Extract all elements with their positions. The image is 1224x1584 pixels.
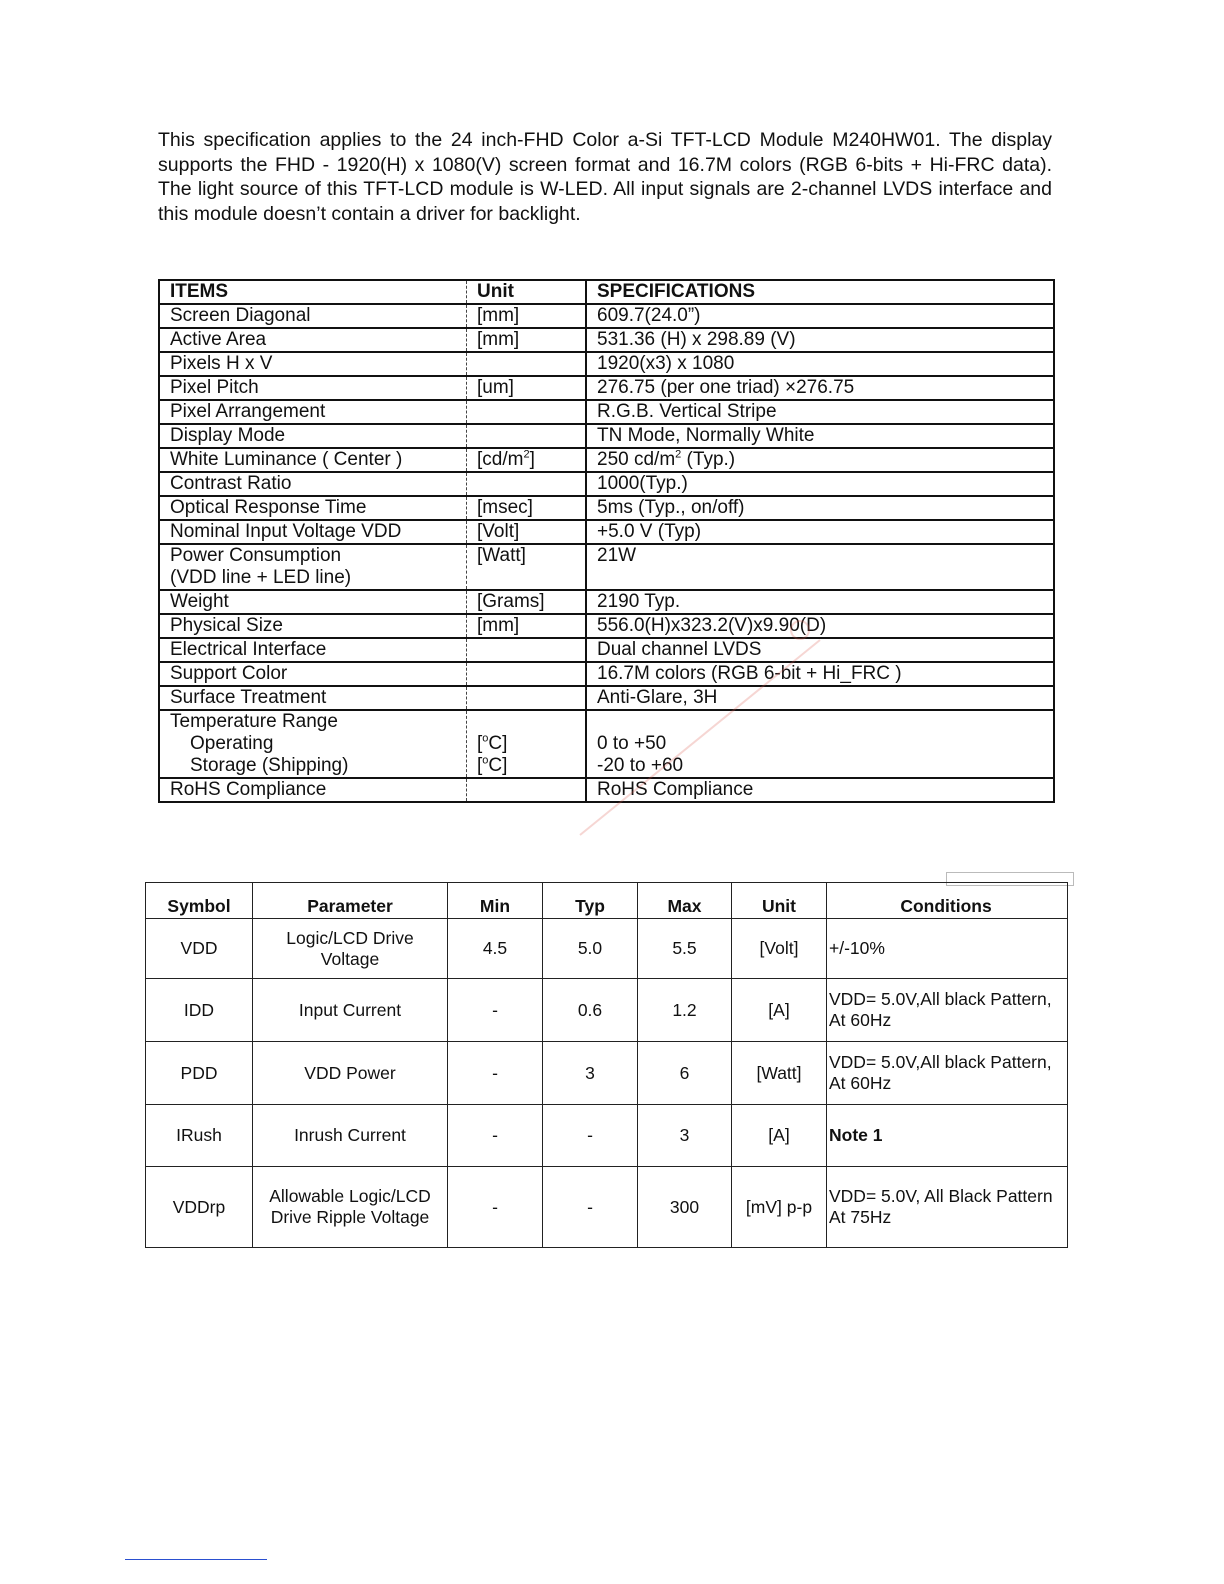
spec-cell: +5.0 V (Typ)	[586, 520, 1054, 544]
unit-cell	[467, 352, 587, 376]
header-symbol: Symbol	[146, 883, 253, 919]
spec-cell: 2190 Typ.	[586, 590, 1054, 614]
spec-line: 0 to +50	[597, 733, 667, 754]
table-row	[159, 472, 1054, 496]
unit-text-end: C]	[488, 755, 508, 776]
spec-text-end: (Typ.)	[681, 449, 736, 470]
spec-line: -20 to +60	[597, 755, 684, 776]
item-cell: Optical Response Time	[159, 496, 467, 520]
spec-cell	[586, 710, 1054, 778]
item-cell: Physical Size	[159, 614, 467, 638]
spec-superscript: 2	[675, 448, 682, 461]
conditions-cell: +/-10%	[827, 919, 1068, 979]
table-header-row	[159, 280, 1054, 304]
min-cell: -	[448, 1167, 543, 1248]
parameter-cell	[253, 1167, 448, 1248]
symbol-cell: PDD	[146, 1042, 253, 1105]
unit-text: [cd/m	[477, 449, 524, 470]
table-row	[159, 520, 1054, 544]
unit-cell	[467, 400, 587, 424]
parameter-cell: Inrush Current	[253, 1105, 448, 1167]
table-row	[159, 710, 1054, 778]
spec-cell: 276.75 (per one triad) ×276.75	[586, 376, 1054, 400]
table-row	[159, 614, 1054, 638]
conditions-line: VDD= 5.0V,All black Pattern,	[829, 1052, 1052, 1072]
item-cell: Display Mode	[159, 424, 467, 448]
min-cell: -	[448, 1105, 543, 1167]
table-header-row	[146, 883, 1068, 919]
item-line-operating: Operating	[190, 733, 274, 754]
min-cell: -	[448, 979, 543, 1042]
general-spec-table	[158, 279, 1055, 803]
spec-cell: 1920(x3) x 1080	[586, 352, 1054, 376]
conditions-cell	[827, 1167, 1068, 1248]
item-line: (VDD line + LED line)	[170, 567, 352, 588]
table-row	[159, 638, 1054, 662]
min-cell: 4.5	[448, 919, 543, 979]
item-line: Temperature Range	[170, 711, 338, 732]
header-specifications: SPECIFICATIONS	[586, 280, 1054, 304]
unit-cell: [msec]	[467, 496, 587, 520]
table-row	[159, 328, 1054, 352]
unit-cell	[467, 686, 587, 710]
max-cell: 300	[638, 1167, 732, 1248]
table-row	[159, 590, 1054, 614]
parameter-line: Allowable Logic/LCD	[269, 1186, 431, 1206]
conditions-line: VDD= 5.0V,All black Pattern,	[829, 989, 1052, 1009]
conditions-cell	[827, 979, 1068, 1042]
unit-text-end: ]	[529, 449, 535, 470]
max-cell: 3	[638, 1105, 732, 1167]
spec-cell: RoHS Compliance	[586, 778, 1054, 802]
item-cell: RoHS Compliance	[159, 778, 467, 802]
table-row	[146, 1105, 1068, 1167]
symbol-cell: IRush	[146, 1105, 253, 1167]
spec-cell	[586, 448, 1054, 472]
max-cell: 1.2	[638, 979, 732, 1042]
table-row	[159, 778, 1054, 802]
unit-cell: [um]	[467, 376, 587, 400]
typ-cell: -	[543, 1105, 638, 1167]
unit-cell: [mm]	[467, 328, 587, 352]
table-row	[159, 496, 1054, 520]
unit-cell: [mm]	[467, 304, 587, 328]
parameter-line: Drive Ripple Voltage	[270, 1207, 430, 1227]
unit-superscript: o	[482, 754, 489, 767]
table-row	[146, 1167, 1068, 1248]
table-row	[159, 448, 1054, 472]
spec-cell: 531.36 (H) x 298.89 (V)	[586, 328, 1054, 352]
table-row	[159, 376, 1054, 400]
spec-cell: 556.0(H)x323.2(V)x9.90(D)	[586, 614, 1054, 638]
item-cell	[159, 544, 467, 590]
header-conditions: Conditions	[827, 883, 1068, 919]
header-typ: Typ	[543, 883, 638, 919]
spec-cell: Dual channel LVDS	[586, 638, 1054, 662]
conditions-line: At 60Hz	[829, 1010, 892, 1030]
spec-cell: 1000(Typ.)	[586, 472, 1054, 496]
max-cell: 6	[638, 1042, 732, 1105]
typ-cell: 0.6	[543, 979, 638, 1042]
item-cell: White Luminance ( Center )	[159, 448, 467, 472]
item-cell	[159, 710, 467, 778]
item-line-storage: Storage (Shipping)	[190, 755, 349, 776]
unit-superscript: o	[482, 732, 489, 745]
table-row	[159, 352, 1054, 376]
table-row	[159, 686, 1054, 710]
spec-cell: 21W	[586, 544, 1054, 590]
unit-cell: [Volt]	[732, 919, 827, 979]
typ-cell: -	[543, 1167, 638, 1248]
unit-cell	[467, 662, 587, 686]
item-cell: Screen Diagonal	[159, 304, 467, 328]
item-cell: Pixel Arrangement	[159, 400, 467, 424]
table-row	[159, 544, 1054, 590]
intro-paragraph: This specification applies to the 24 inch-FHD Color a-Si TFT-LCD Module M240HW01. The display supports the FHD - 1920(H) x 1080(V) screen format and 16.7M colors (RGB 6-bits + Hi-FRC data). The light source of this TFT-LCD module is W-LED. All input signals are 2-channel LVDS interface and this module doesn’t contain a driver for backlight.	[158, 129, 1052, 225]
item-cell: Weight	[159, 590, 467, 614]
spec-cell: 5ms (Typ., on/off)	[586, 496, 1054, 520]
table-row	[159, 400, 1054, 424]
conditions-cell: Note 1	[827, 1105, 1068, 1167]
unit-cell	[467, 448, 587, 472]
unit-cell: [Grams]	[467, 590, 587, 614]
header-items: ITEMS	[159, 280, 467, 304]
item-cell: Pixels H x V	[159, 352, 467, 376]
conditions-cell	[827, 1042, 1068, 1105]
unit-cell: [mm]	[467, 614, 587, 638]
spec-cell: 609.7(24.0”)	[586, 304, 1054, 328]
item-cell: Contrast Ratio	[159, 472, 467, 496]
table-row	[159, 662, 1054, 686]
min-cell: -	[448, 1042, 543, 1105]
item-cell: Surface Treatment	[159, 686, 467, 710]
unit-cell	[467, 424, 587, 448]
unit-cell: [mV] p-p	[732, 1167, 827, 1248]
unit-text: [	[477, 755, 483, 776]
item-cell: Active Area	[159, 328, 467, 352]
unit-cell: [A]	[732, 1105, 827, 1167]
unit-text-end: C]	[488, 733, 508, 754]
unit-text: [	[477, 733, 483, 754]
unit-cell: [A]	[732, 979, 827, 1042]
symbol-cell: VDD	[146, 919, 253, 979]
symbol-cell: IDD	[146, 979, 253, 1042]
symbol-cell: VDDrp	[146, 1167, 253, 1248]
header-unit: Unit	[467, 280, 587, 304]
max-cell: 5.5	[638, 919, 732, 979]
item-line: Power Consumption	[170, 545, 342, 566]
typ-cell: 3	[543, 1042, 638, 1105]
unit-cell: [Watt]	[467, 544, 587, 590]
table-row	[146, 979, 1068, 1042]
header-unit: Unit	[732, 883, 827, 919]
conditions-line: At 75Hz	[829, 1207, 892, 1227]
electrical-spec-table	[145, 882, 1068, 1248]
unit-cell	[467, 710, 587, 778]
typ-cell: 5.0	[543, 919, 638, 979]
item-cell: Electrical Interface	[159, 638, 467, 662]
unit-superscript: 2	[523, 448, 530, 461]
conditions-line: At 60Hz	[829, 1073, 892, 1093]
item-cell: Nominal Input Voltage VDD	[159, 520, 467, 544]
header-min: Min	[448, 883, 543, 919]
parameter-line: Voltage	[320, 948, 380, 969]
unit-cell	[467, 472, 587, 496]
spec-cell: TN Mode, Normally White	[586, 424, 1054, 448]
parameter-cell	[253, 919, 448, 979]
table-row	[159, 424, 1054, 448]
unit-cell: [Watt]	[732, 1042, 827, 1105]
header-parameter: Parameter	[253, 883, 448, 919]
spec-text: 250 cd/m	[597, 449, 676, 470]
conditions-line: VDD= 5.0V, All Black Pattern	[829, 1186, 1053, 1206]
unit-cell	[467, 778, 587, 802]
unit-cell: [Volt]	[467, 520, 587, 544]
parameter-cell: VDD Power	[253, 1042, 448, 1105]
table-row	[146, 1042, 1068, 1105]
footer-divider	[125, 1559, 267, 1560]
unit-cell	[467, 638, 587, 662]
spec-cell: 16.7M colors (RGB 6-bit + Hi_FRC )	[586, 662, 1054, 686]
spec-cell: R.G.B. Vertical Stripe	[586, 400, 1054, 424]
parameter-cell: Input Current	[253, 979, 448, 1042]
item-cell: Pixel Pitch	[159, 376, 467, 400]
table-row	[146, 919, 1068, 979]
parameter-line: Logic/LCD Drive	[286, 927, 414, 948]
table-row	[159, 304, 1054, 328]
spec-cell: Anti-Glare, 3H	[586, 686, 1054, 710]
header-max: Max	[638, 883, 732, 919]
item-cell: Support Color	[159, 662, 467, 686]
